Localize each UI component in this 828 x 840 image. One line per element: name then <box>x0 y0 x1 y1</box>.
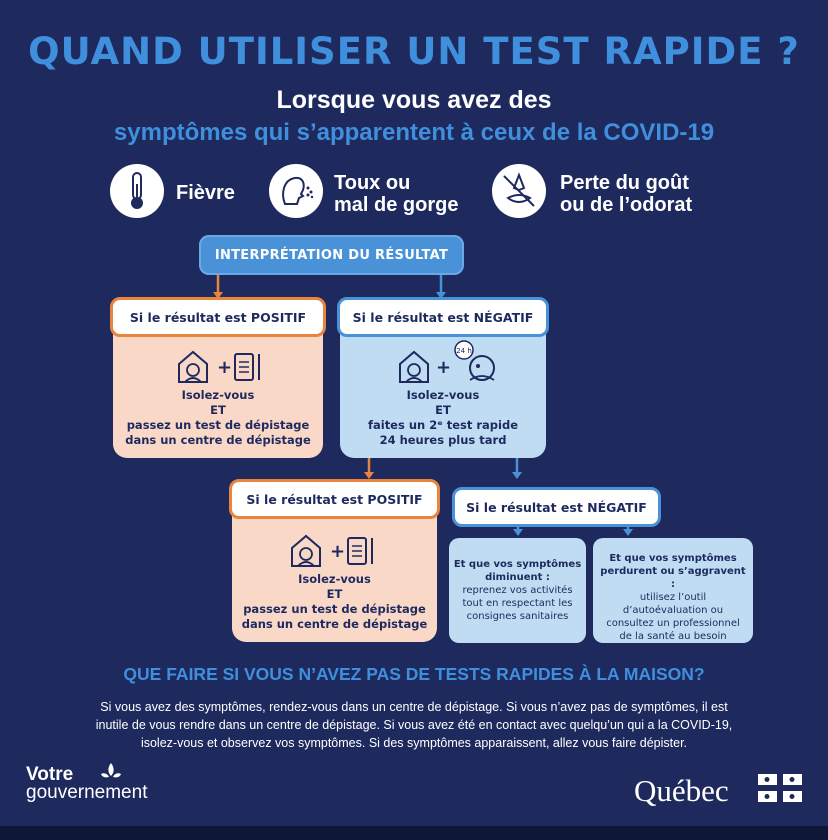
positive-2-line4: dans un centre de dépistage <box>241 617 428 631</box>
symptom-fever-label: Fièvre <box>176 182 235 204</box>
subtitle-line1: Lorsque vous avez des <box>276 86 552 114</box>
isolate-test-icon <box>177 350 265 384</box>
worsen-bold2: perdurent ou s’aggravent : <box>600 566 746 590</box>
negative-1-line3: faites un 2ᵉ test rapide <box>367 418 519 432</box>
votre-line2: gouvernement <box>26 782 148 803</box>
positive-1-line1: Isolez-vous <box>181 388 255 402</box>
improve-box <box>449 538 586 643</box>
worsen-l3: consultez un professionnel <box>606 618 740 629</box>
arrow-head-positive-2 <box>364 472 374 479</box>
positive-header-1: Si le résultat est POSITIF <box>110 297 326 337</box>
negative-1-text <box>340 388 546 448</box>
positive-box-2 <box>232 482 437 642</box>
worsen-box <box>593 538 753 643</box>
worsen-bold1: Et que vos symptômes <box>609 553 737 564</box>
isolate-test-icon-2 <box>290 534 378 568</box>
improve-text <box>453 558 582 623</box>
page-title: QUAND UTILISER UN TEST RAPIDE ? <box>28 30 800 73</box>
quebec-flag-icon <box>758 774 802 802</box>
negative-1-line1: Isolez-vous <box>406 388 480 402</box>
positive-2-line2: ET <box>326 587 343 601</box>
svg-text:+: + <box>217 357 233 378</box>
symptom-cough-line2: mal de gorge <box>334 194 459 216</box>
worsen-l4: de la santé au besoin <box>619 631 727 642</box>
no-tests-line2: inutile de vous rendre dans un centre de dépistage. Si vous avez été en contact avec quelqu’un qui a la COVID-19, <box>95 718 733 732</box>
subtitle-line2: symptômes qui s’apparentent à ceux de la COVID-19 <box>113 119 715 146</box>
positive-1-line4: dans un centre de dépistage <box>125 433 311 447</box>
negative-1-line4: 24 heures plus tard <box>379 433 507 447</box>
votre-line1: Votre <box>26 764 74 785</box>
worsen-l1: utilisez l’outil <box>639 592 707 603</box>
positive-2-line3: passez un test de dépistage <box>243 602 426 616</box>
negative-1-line2: ET <box>435 403 451 417</box>
worsen-text <box>597 552 749 643</box>
positive-1-text <box>113 388 323 448</box>
improve-bold1: Et que vos symptômes <box>453 559 582 570</box>
positive-2-line1: Isolez-vous <box>298 572 371 586</box>
positive-box-1 <box>113 300 323 458</box>
symptom-cough-line1: Toux ou <box>334 172 411 194</box>
positive-header-2: Si le résultat est POSITIF <box>229 479 440 519</box>
isolate-retest-icon <box>398 340 498 384</box>
arrow-head-improve <box>513 529 523 536</box>
no-tests-paragraph <box>50 698 778 752</box>
symptom-smell-line2: ou de l’odorat <box>560 194 693 216</box>
votre-gouvernement-logo <box>26 766 147 802</box>
svg-text:+: + <box>330 541 346 562</box>
positive-1-line2: ET <box>210 403 226 417</box>
improve-l2: tout en respectant les <box>462 598 573 609</box>
no-tests-line3: isolez-vous et observez vos symptômes. Si des symptômes apparaissent, allez vous faire dépister. <box>140 736 688 750</box>
improve-bold2: diminuent : <box>485 572 550 583</box>
negative-box-1 <box>340 300 546 458</box>
no-tests-heading: QUE FAIRE SI VOUS N’AVEZ PAS DE TESTS RAPIDES À LA MAISON? <box>123 664 705 684</box>
positive-2-text <box>232 572 437 632</box>
quebec-logo-text: Québec <box>634 773 729 808</box>
clock-24h-label: 24 h <box>456 347 472 355</box>
positive-1-line3: passez un test de dépistage <box>126 418 310 432</box>
svg-text:+: + <box>436 357 452 378</box>
worsen-l2: d’autoévaluation ou <box>622 605 724 616</box>
bottom-bar <box>0 826 828 840</box>
arrow-head-negative-2 <box>512 472 522 479</box>
arrow-head-worsen <box>623 529 633 536</box>
improve-l1: reprenez vos activités <box>462 585 573 596</box>
no-tests-line1: Si vous avez des symptômes, rendez-vous dans un centre de dépistage. Si vous n’avez pas de symptômes, il est <box>100 700 728 714</box>
interpretation-pill: INTERPRÉTATION DU RÉSULTAT <box>199 235 464 275</box>
fleur-de-lys-icon <box>98 762 124 782</box>
negative-header-2: Si le résultat est NÉGATIF <box>452 487 661 527</box>
negative-header-1: Si le résultat est NÉGATIF <box>337 297 549 337</box>
improve-l3: consignes sanitaires <box>466 611 569 622</box>
symptom-smell-line1: Perte du goût <box>560 172 689 194</box>
